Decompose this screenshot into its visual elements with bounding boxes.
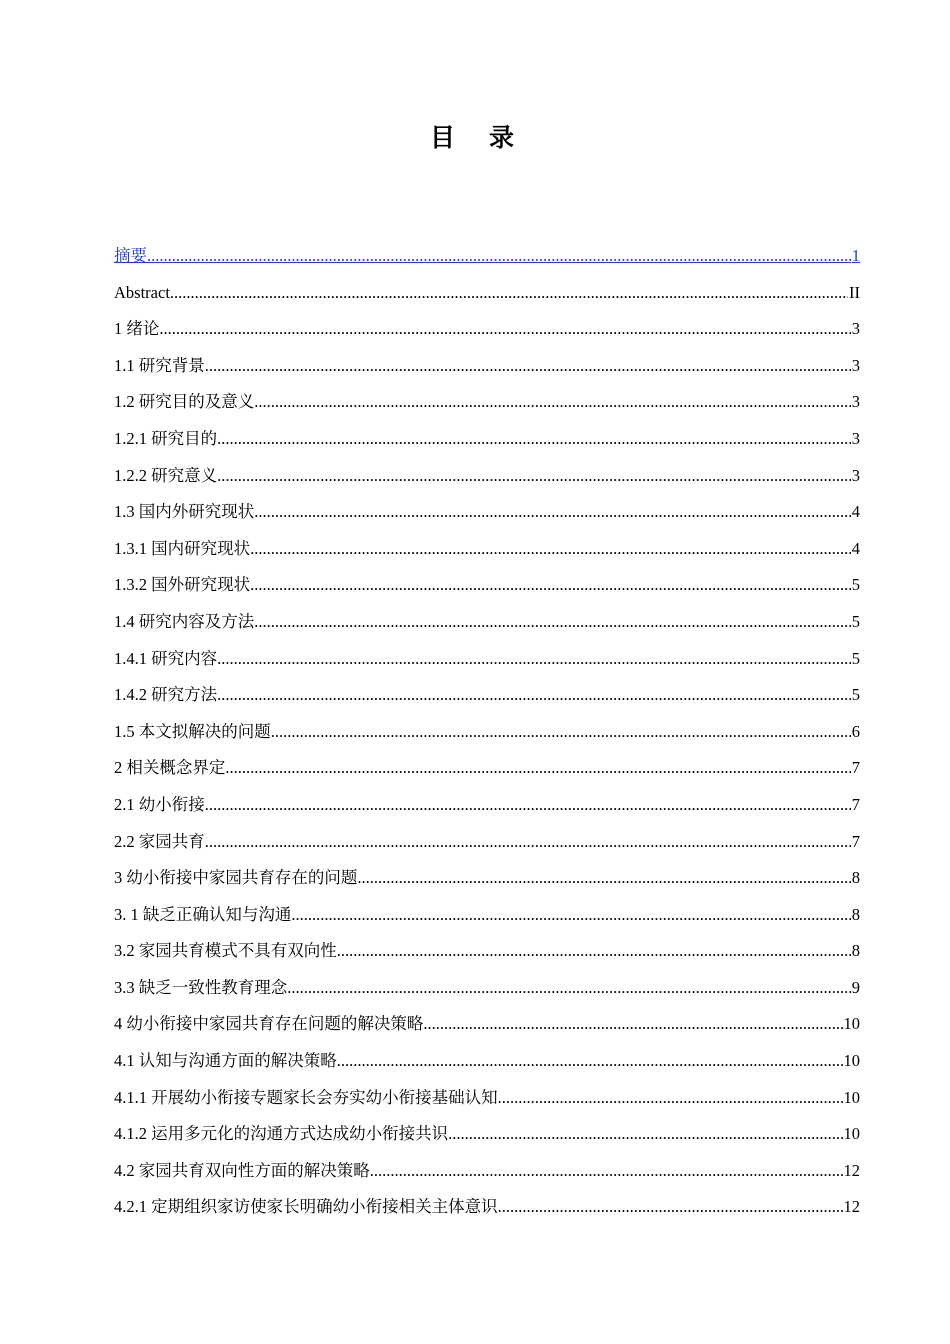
- toc-dot-leader: [254, 388, 851, 416]
- toc-title: [0, 118, 950, 154]
- toc-entry-label: 1.4.2 研究方法: [114, 685, 218, 705]
- toc-entry: [114, 498, 860, 535]
- toc-entry-label: 4.1.2 运用多元化的沟通方式达成幼小衔接共识: [114, 1124, 449, 1144]
- toc-entry: [114, 1084, 860, 1121]
- toc-entry: [114, 425, 860, 462]
- toc-entry: [114, 1193, 860, 1230]
- toc-dot-leader: [287, 974, 851, 1002]
- toc-dot-leader: [254, 608, 851, 636]
- toc-entry-page-number: 3: [851, 428, 860, 448]
- toc-entry-page-number: 12: [843, 1197, 860, 1217]
- toc-entry-page-number: 5: [851, 685, 860, 705]
- toc-dot-leader: [217, 681, 851, 709]
- toc-title-char-2: 录: [489, 123, 521, 152]
- toc-dot-leader: [337, 937, 851, 965]
- toc-entry-page-number: 10: [843, 1087, 860, 1107]
- toc-entry: [114, 864, 860, 901]
- toc-entry: [114, 571, 860, 608]
- toc-entry-page-number: 8: [851, 868, 860, 888]
- toc-entry: [114, 718, 860, 755]
- toc-entry-page-number: 4: [851, 538, 860, 558]
- toc-dot-leader: [147, 242, 851, 270]
- toc-dot-leader: [250, 535, 851, 563]
- toc-entry-page-number: 3: [851, 465, 860, 485]
- toc-entry-page-number: 12: [843, 1160, 860, 1180]
- toc-entry: [114, 828, 860, 865]
- toc-entry: [114, 352, 860, 389]
- toc-entry-label: 4.1.1 开展幼小衔接专题家长会夯实幼小衔接基础认知: [114, 1087, 498, 1107]
- toc-entry-label: 1.5 本文拟解决的问题: [114, 721, 271, 741]
- toc-entry-label: 摘要: [114, 246, 147, 265]
- toc-entry: [114, 388, 860, 425]
- toc-entry-label: 1.4.1 研究内容: [114, 648, 218, 668]
- toc-entry-page-number: 3: [851, 355, 860, 375]
- toc-entry-page-number: 5: [851, 611, 860, 631]
- toc-entry[interactable]: [114, 242, 860, 279]
- toc-entry-label: 4.1 认知与沟通方面的解决策略: [114, 1051, 337, 1071]
- toc-dot-leader: [250, 571, 851, 599]
- toc-entry-page-number: 1: [851, 246, 860, 265]
- toc-dot-leader: [205, 791, 851, 819]
- toc-dot-leader: [498, 1084, 843, 1112]
- toc-dot-leader: [271, 718, 851, 746]
- toc-entry-page-number: 7: [851, 794, 860, 814]
- toc-entry-label: 1 绪论: [114, 319, 160, 339]
- toc-entry-label: 1.2.1 研究目的: [114, 428, 218, 448]
- toc-title-char-1: 目: [429, 123, 461, 152]
- toc-entry: [114, 901, 860, 938]
- toc-entry-page-number: 10: [843, 1051, 860, 1071]
- toc-dot-leader: [370, 1157, 843, 1185]
- toc-entry-page-number: 5: [851, 648, 860, 668]
- toc-entry-page-number: 8: [851, 904, 860, 924]
- toc-entry-label: 2.2 家园共育: [114, 831, 205, 851]
- toc-entry-label: 3.3 缺乏一致性教育理念: [114, 977, 288, 997]
- toc-entry-page-number: 7: [851, 831, 860, 851]
- toc-entry: [114, 1047, 860, 1084]
- toc-entry: [114, 974, 860, 1011]
- toc-entry-page-number: II: [849, 282, 860, 302]
- toc-dot-leader: [170, 279, 848, 307]
- toc-entry-label: 3.2 家园共育模式不具有双向性: [114, 941, 337, 961]
- toc-entry-page-number: 10: [843, 1014, 860, 1034]
- toc-dot-leader: [498, 1193, 843, 1221]
- toc-list: [114, 242, 860, 1230]
- toc-entry-page-number: 4: [851, 502, 860, 522]
- toc-entry-label: Abstract: [114, 282, 170, 302]
- toc-dot-leader: [423, 1010, 842, 1038]
- toc-dot-leader: [448, 1120, 842, 1148]
- toc-dot-leader: [225, 754, 850, 782]
- toc-entry-label: 1.3 国内外研究现状: [114, 502, 255, 522]
- toc-entry-label: 1.2.2 研究意义: [114, 465, 218, 485]
- toc-entry: [114, 462, 860, 499]
- toc-entry-label: 2 相关概念界定: [114, 758, 226, 778]
- toc-entry-label: 1.3.1 国内研究现状: [114, 538, 251, 558]
- toc-entry-page-number: 10: [843, 1124, 860, 1144]
- toc-entry: [114, 681, 860, 718]
- toc-dot-leader: [159, 315, 850, 343]
- toc-entry: [114, 1120, 860, 1157]
- toc-entry-page-number: 8: [851, 941, 860, 961]
- toc-entry-page-number: 6: [851, 721, 860, 741]
- toc-dot-leader: [205, 828, 851, 856]
- toc-entry-label: 1.4 研究内容及方法: [114, 611, 255, 631]
- toc-entry: [114, 645, 860, 682]
- toc-dot-leader: [217, 645, 851, 673]
- toc-dot-leader: [217, 462, 851, 490]
- toc-entry-page-number: 3: [851, 319, 860, 339]
- toc-entry: [114, 1157, 860, 1194]
- toc-entry: [114, 315, 860, 352]
- toc-entry-label: 4.2.1 定期组织家访使家长明确幼小衔接相关主体意识: [114, 1197, 498, 1217]
- toc-entry-label: 3 幼小衔接中家园共育存在的问题: [114, 868, 358, 888]
- toc-entry-page-number: 3: [851, 392, 860, 412]
- toc-entry-label: 4 幼小衔接中家园共育存在问题的解决策略: [114, 1014, 424, 1034]
- toc-entry-label: 2.1 幼小衔接: [114, 794, 205, 814]
- toc-dot-leader: [337, 1047, 843, 1075]
- toc-entry-page-number: 5: [851, 575, 860, 595]
- toc-entry: [114, 791, 860, 828]
- toc-entry-label: 4.2 家园共育双向性方面的解决策略: [114, 1160, 370, 1180]
- toc-entry-page-number: 9: [851, 977, 860, 997]
- toc-entry-label: 3. 1 缺乏正确认知与沟通: [114, 904, 292, 924]
- toc-entry-page-number: 7: [851, 758, 860, 778]
- toc-entry: [114, 535, 860, 572]
- toc-entry-label: 1.2 研究目的及意义: [114, 392, 255, 412]
- toc-entry: [114, 608, 860, 645]
- toc-entry: [114, 754, 860, 791]
- toc-dot-leader: [205, 352, 851, 380]
- toc-entry-label: 1.1 研究背景: [114, 355, 205, 375]
- toc-entry: [114, 1010, 860, 1047]
- toc-dot-leader: [357, 864, 850, 892]
- toc-entry-label: 1.3.2 国外研究现状: [114, 575, 251, 595]
- toc-entry: [114, 937, 860, 974]
- toc-dot-leader: [217, 425, 851, 453]
- toc-dot-leader: [291, 901, 850, 929]
- toc-entry: [114, 279, 860, 316]
- toc-dot-leader: [254, 498, 851, 526]
